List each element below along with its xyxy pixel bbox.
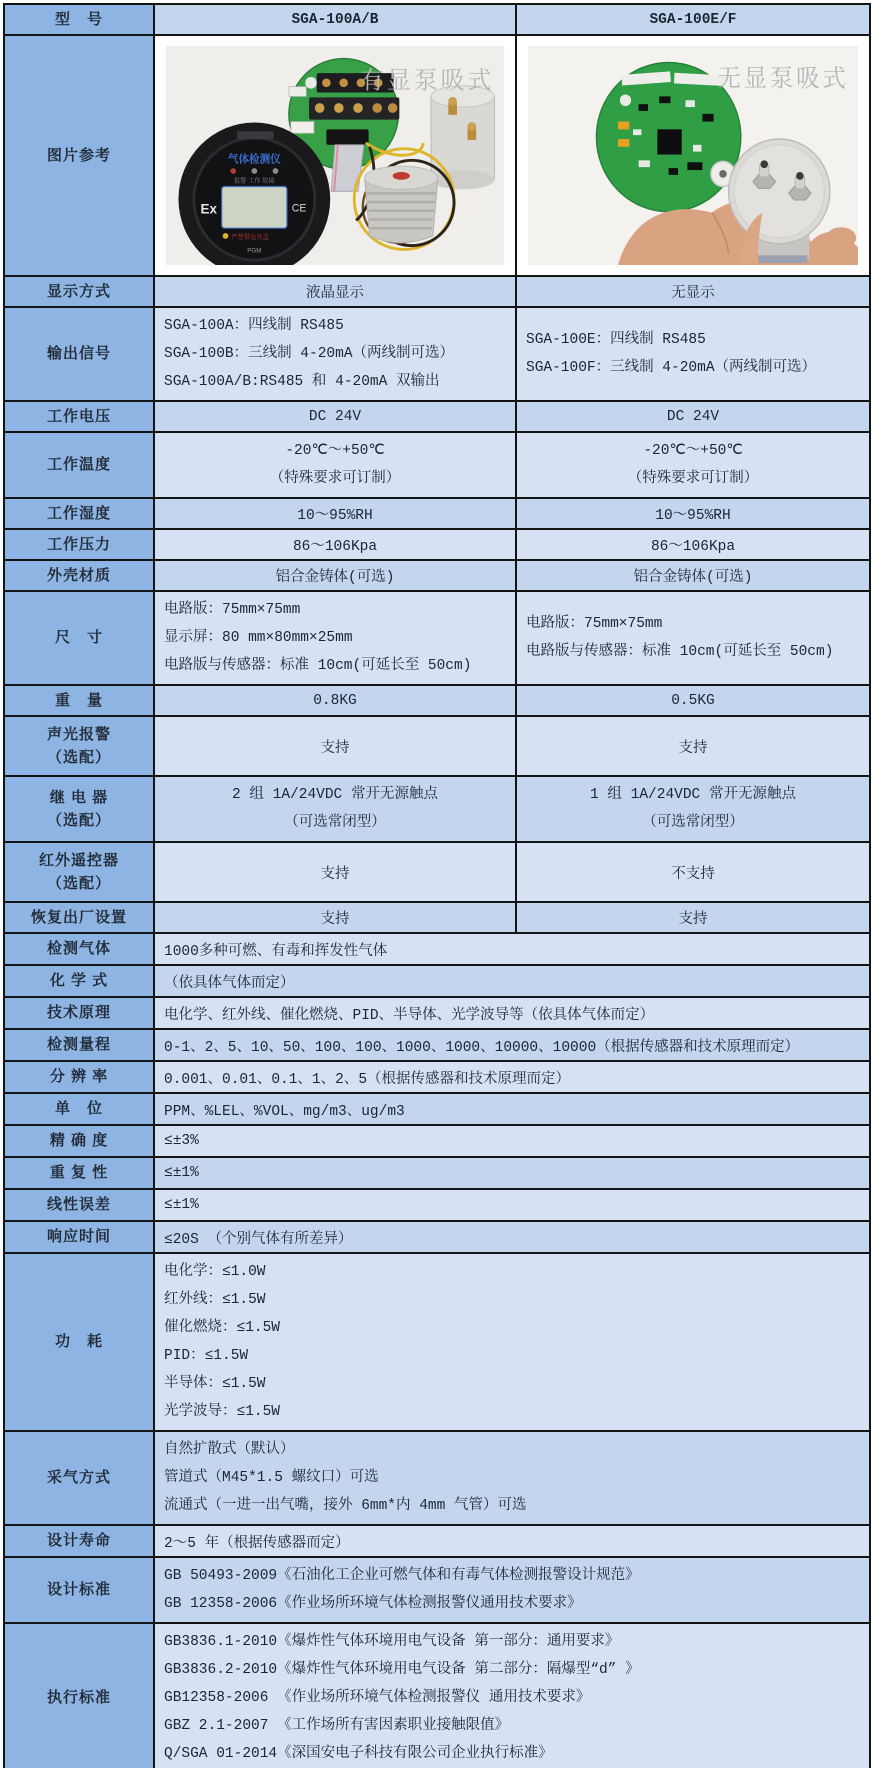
row-execution-standards bbox=[5, 1624, 869, 1768]
spec-value: （依具体气体而定） bbox=[155, 966, 869, 996]
spec-table bbox=[3, 3, 871, 1768]
svg-text:严禁带电开盖: 严禁带电开盖 bbox=[231, 233, 269, 241]
model-name-right: SGA-100E/F bbox=[517, 5, 869, 34]
spec-label: 声光报警 （选配） bbox=[5, 717, 155, 775]
row-design-standards bbox=[5, 1558, 869, 1624]
spec-value-right: DC 24V bbox=[517, 402, 869, 431]
spec-value: 2～5 年（根据传感器而定） bbox=[155, 1526, 869, 1556]
photo-row bbox=[5, 36, 869, 277]
row-working-humidity bbox=[5, 499, 869, 530]
spec-label: 输出信号 bbox=[5, 308, 155, 400]
spec-label: 功 耗 bbox=[5, 1254, 155, 1430]
row-gas-sampling-method bbox=[5, 1432, 869, 1526]
spec-value-left: 支持 bbox=[155, 843, 517, 901]
spec-value-right: 不支持 bbox=[517, 843, 869, 901]
spec-value-right: 无显示 bbox=[517, 277, 869, 306]
spec-label: 外壳材质 bbox=[5, 561, 155, 590]
row-working-temperature bbox=[5, 433, 869, 499]
spec-value-right: 86～106Kpa bbox=[517, 530, 869, 559]
spec-label: 响应时间 bbox=[5, 1222, 155, 1252]
spec-label: 恢复出厂设置 bbox=[5, 903, 155, 932]
row-technical-principle bbox=[5, 998, 869, 1030]
spec-label: 检测气体 bbox=[5, 934, 155, 964]
row-repeatability bbox=[5, 1158, 869, 1190]
spec-value-right: 10～95%RH bbox=[517, 499, 869, 528]
spec-value-right: 支持 bbox=[517, 717, 869, 775]
product-photo-left-illustration bbox=[166, 46, 504, 265]
spec-value: ≤±1% bbox=[155, 1190, 869, 1220]
spec-label: 采气方式 bbox=[5, 1432, 155, 1524]
row-response-time bbox=[5, 1222, 869, 1254]
row-units bbox=[5, 1094, 869, 1126]
row-linearity-error bbox=[5, 1190, 869, 1222]
spec-label: 精 确 度 bbox=[5, 1126, 155, 1156]
spec-value: 电化学：≤1.0W 红外线：≤1.5W 催化燃烧：≤1.5W PID：≤1.5W 半导体：≤1.5W 光学波导：≤1.5W bbox=[155, 1254, 869, 1430]
row-accuracy bbox=[5, 1126, 869, 1158]
row-detection-range bbox=[5, 1030, 869, 1062]
spec-value-left: SGA-100A：四线制 RS485 SGA-100B：三线制 4-20mA（两线制可选） SGA-100A/B:RS485 和 4-20mA 双输出 bbox=[155, 308, 517, 400]
spec-value-right: 电路版：75mm×75mm 电路版与传感器：标准 10cm(可延长至 50cm) bbox=[517, 592, 869, 684]
spec-value: 电化学、红外线、催化燃烧、PID、半导体、光学波导等（依具体气体而定） bbox=[155, 998, 869, 1028]
spec-value-right: 1 组 1A/24VDC 常开无源触点 （可选常闭型） bbox=[517, 777, 869, 841]
spec-value-right: -20℃～+50℃ （特殊要求可订制） bbox=[517, 433, 869, 497]
svg-text:报警 工作 故障: 报警 工作 故障 bbox=[233, 177, 275, 185]
spec-label: 红外遥控器 （选配） bbox=[5, 843, 155, 901]
svg-text:CE: CE bbox=[291, 202, 307, 215]
row-power-consumption bbox=[5, 1254, 869, 1432]
spec-label: 技术原理 bbox=[5, 998, 155, 1028]
spec-value: ≤20S （个别气体有所差异） bbox=[155, 1222, 869, 1252]
spec-label: 工作湿度 bbox=[5, 499, 155, 528]
model-name-left: SGA-100A/B bbox=[155, 5, 517, 34]
ribbed-sensor bbox=[365, 166, 438, 243]
spec-label: 继 电 器 （选配） bbox=[5, 777, 155, 841]
product-photo-left bbox=[155, 36, 517, 275]
spec-value: 1000多种可燃、有毒和挥发性气体 bbox=[155, 934, 869, 964]
product-photo-right bbox=[517, 36, 869, 275]
spec-value-left: 2 组 1A/24VDC 常开无源触点 （可选常闭型） bbox=[155, 777, 517, 841]
product-photo-right-illustration bbox=[528, 46, 858, 265]
row-shell-material bbox=[5, 561, 869, 592]
spec-label: 检测量程 bbox=[5, 1030, 155, 1060]
row-audible-visual-alarm bbox=[5, 717, 869, 777]
spec-label: 线性误差 bbox=[5, 1190, 155, 1220]
spec-label: 单 位 bbox=[5, 1094, 155, 1124]
spec-value: GB 50493-2009《石油化工企业可燃气体和有毒气体检测报警设计规范》 GB 12358-2006《作业场所环境气体检测报警仪通用技术要求》 bbox=[155, 1558, 869, 1622]
spec-label: 尺 寸 bbox=[5, 592, 155, 684]
watermark-right: 无显泵吸式 bbox=[717, 65, 849, 93]
spec-label: 分 辨 率 bbox=[5, 1062, 155, 1092]
watermark-left: 有显泵吸式 bbox=[359, 67, 495, 95]
spec-value-left: 10～95%RH bbox=[155, 499, 517, 528]
row-factory-reset bbox=[5, 903, 869, 934]
spec-value: 0.001、0.01、0.1、1、2、5（根据传感器和技术原理而定） bbox=[155, 1062, 869, 1092]
row-output-signal bbox=[5, 308, 869, 402]
spec-label: 重 复 性 bbox=[5, 1158, 155, 1188]
spec-value-left: -20℃～+50℃ （特殊要求可订制） bbox=[155, 433, 517, 497]
row-display-mode bbox=[5, 277, 869, 308]
row-design-lifespan bbox=[5, 1526, 869, 1558]
spec-value: 0-1、2、5、10、50、100、100、1000、1000、10000、10000（根据传感器和技术原理而定） bbox=[155, 1030, 869, 1060]
spec-label: 设计标准 bbox=[5, 1558, 155, 1622]
spec-value-left: 支持 bbox=[155, 903, 517, 932]
spec-value-left: 铝合金铸体(可选) bbox=[155, 561, 517, 590]
spec-label: 设计寿命 bbox=[5, 1526, 155, 1556]
row-resolution bbox=[5, 1062, 869, 1094]
spec-label: 工作电压 bbox=[5, 402, 155, 431]
row-infrared-remote bbox=[5, 843, 869, 903]
spec-value-right: 铝合金铸体(可选) bbox=[517, 561, 869, 590]
header-row bbox=[5, 5, 869, 36]
spec-value-left: 电路版：75mm×75mm 显示屏：80 mm×80mm×25mm 电路版与传感器：标准 10cm(可延长至 50cm) bbox=[155, 592, 517, 684]
svg-text:Ex: Ex bbox=[200, 201, 218, 217]
photo-row-label: 图片参考 bbox=[5, 36, 155, 275]
row-working-voltage bbox=[5, 402, 869, 433]
row-working-pressure bbox=[5, 530, 869, 561]
spec-value-right: 支持 bbox=[517, 903, 869, 932]
row-chemical-formula bbox=[5, 966, 869, 998]
row-weight bbox=[5, 686, 869, 717]
sensor-cylinder-left-top bbox=[431, 86, 494, 190]
spec-value: PPM、%LEL、%VOL、mg/m3、ug/m3 bbox=[155, 1094, 869, 1124]
spec-value-left: 支持 bbox=[155, 717, 517, 775]
spec-value-left: DC 24V bbox=[155, 402, 517, 431]
spec-label: 工作温度 bbox=[5, 433, 155, 497]
spec-value-left: 液晶显示 bbox=[155, 277, 517, 306]
spec-value: ≤±1% bbox=[155, 1158, 869, 1188]
svg-text:气体检测仪: 气体检测仪 bbox=[227, 153, 281, 166]
spec-label: 重 量 bbox=[5, 686, 155, 715]
spec-label: 工作压力 bbox=[5, 530, 155, 559]
spec-value-right: 0.5KG bbox=[517, 686, 869, 715]
spec-value-left: 0.8KG bbox=[155, 686, 517, 715]
row-relay bbox=[5, 777, 869, 843]
svg-text:PGM: PGM bbox=[247, 247, 262, 255]
spec-label: 化 学 式 bbox=[5, 966, 155, 996]
spec-label: 执行标准 bbox=[5, 1624, 155, 1768]
row-detected-gases bbox=[5, 934, 869, 966]
spec-value: ≤±3% bbox=[155, 1126, 869, 1156]
model-row-label: 型 号 bbox=[5, 5, 155, 34]
spec-value: GB3836.1-2010《爆炸性气体环境用电气设备 第一部分：通用要求》 GB3836.2-2010《爆炸性气体环境用电气设备 第二部分：隔爆型“d” 》 GB12358-2006 《作业场所环境气体检测报警仪 通用技术要求》 GBZ 2.1-2007 《工作场所有害因素职业接触限值》 Q/SGA 01-2014《深国安电子科技有限公司企业执行标准》 bbox=[155, 1624, 869, 1768]
row-dimensions bbox=[5, 592, 869, 686]
spec-value-right: SGA-100E：四线制 RS485 SGA-100F：三线制 4-20mA（两线制可选） bbox=[517, 308, 869, 400]
spec-label: 显示方式 bbox=[5, 277, 155, 306]
spec-value: 自然扩散式（默认） 管道式（M45*1.5 螺纹口）可选 流通式（一进一出气嘴，接外 6mm*内 4mm 气管）可选 bbox=[155, 1432, 869, 1524]
spec-value-left: 86～106Kpa bbox=[155, 530, 517, 559]
